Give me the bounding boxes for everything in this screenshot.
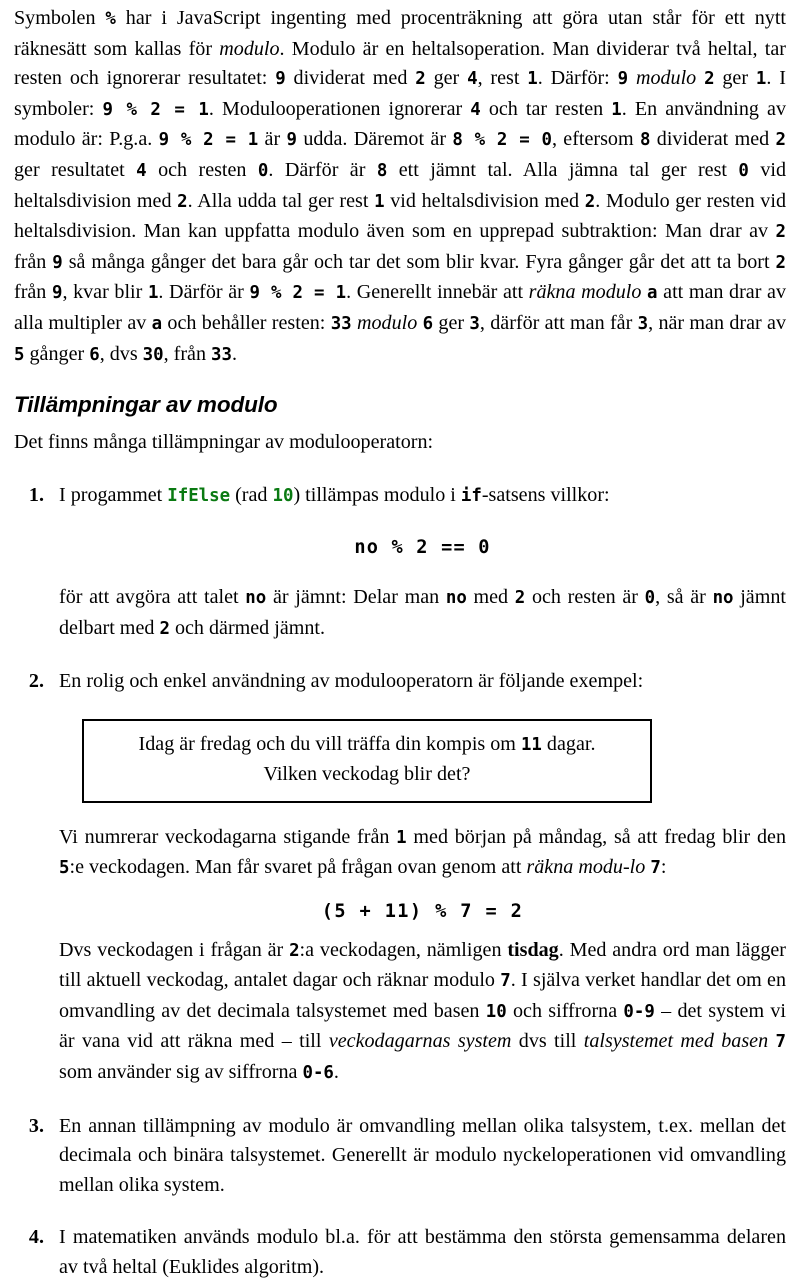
formula-modulo-even: no % 2 == 0: [354, 537, 491, 559]
inline-code-4b: 4: [470, 99, 481, 120]
applications-list-continued: [14, 823, 786, 1283]
inline-code-2: 2: [415, 69, 426, 90]
inline-code-1c: 1: [611, 99, 622, 120]
code-no-2: no: [445, 587, 467, 608]
code-7: 7: [650, 858, 661, 879]
text-fragment: dividerat med: [650, 128, 776, 151]
inline-code-9b: 9: [617, 69, 629, 90]
text-fragment: . Därför:: [537, 67, 618, 90]
list-item-3: [14, 1112, 786, 1201]
text-fragment: ger: [714, 67, 756, 90]
inline-code-9c: 9: [286, 130, 297, 151]
text-fragment: jämnt delbart med: [59, 585, 786, 639]
text-fragment: , kvar blir: [62, 281, 148, 304]
italic-modulo-3: modulo: [356, 311, 418, 334]
item1-paragraph-1: [59, 481, 786, 512]
list-item-2: [14, 667, 786, 697]
text-fragment: . I själva verket handlar det om en omvandling av det decimala talsystemet med basen: [59, 969, 786, 1022]
text-fragment: och därmed jämnt.: [169, 616, 326, 639]
inline-code-3b: 3: [637, 313, 649, 334]
code-2-result: 2: [289, 940, 300, 961]
text-fragment: vid heltalsdivision med: [384, 189, 585, 212]
text-fragment: vid heltalsdivision med: [14, 158, 787, 212]
italic-rakna-modulo-7: räkna modu-lo: [526, 856, 646, 879]
text-fragment: Idag är fredag och du vill träffa din kompis om: [138, 732, 521, 755]
text-fragment: . I symboler:: [14, 67, 786, 120]
inline-code-1e: 1: [147, 283, 159, 304]
code-digits-0-9: 0-9: [623, 1001, 655, 1022]
text-fragment: med: [466, 585, 515, 608]
code-ifelse: IfElse: [167, 485, 231, 506]
text-fragment: och siffrorna: [506, 999, 624, 1022]
text-fragment: är: [258, 128, 287, 151]
text-fragment: . Generellt innebär att: [346, 281, 529, 304]
text-fragment: ger: [433, 311, 470, 334]
text-fragment: att man drar av alla multipler av: [14, 281, 786, 334]
text-fragment: . Modulo ger resten vid heltalsdivision. Man kan uppfatta modulo även som en upprepad subtraktion: Man drar av: [14, 189, 786, 243]
text-fragment: , från: [163, 342, 212, 365]
italic-modulo-2: modulo: [635, 67, 697, 90]
list-item-1: [14, 481, 786, 644]
section-heading: Tillämpningar av modulo: [14, 392, 278, 418]
text-fragment: ger: [425, 67, 468, 90]
list-item-number: 1.: [28, 483, 44, 506]
bold-tisdag: tisdag: [507, 938, 559, 961]
applications-list: [14, 481, 786, 697]
list-item-4: [14, 1223, 786, 1282]
text-fragment: som använder sig av siffrorna: [59, 1061, 303, 1084]
text-fragment: , rest: [477, 67, 528, 90]
inline-code-5: 5: [14, 344, 25, 365]
inline-code-9: 9: [275, 69, 286, 90]
text-fragment: .: [232, 342, 238, 365]
item2-paragraph-2: [59, 823, 786, 884]
code-7-b: 7: [500, 971, 511, 992]
code-if-keyword: if: [460, 485, 482, 506]
inline-code-2f: 2: [775, 222, 786, 243]
inline-expression-2: 9 % 2 = 1: [158, 130, 259, 151]
list-item-body: [59, 1112, 786, 1201]
text-fragment: . En användning av modulo är: P.g.a.: [14, 97, 786, 151]
text-fragment: så många gånger det bara går och tar det som blir kvar. Fyra gånger går det att ta bort: [62, 250, 776, 273]
text-fragment: och tar resten: [480, 97, 612, 120]
text-fragment: och resten: [146, 158, 258, 181]
text-fragment: :: [660, 856, 667, 879]
list-item-body: [59, 1223, 786, 1282]
italic-modulo: modulo: [219, 37, 280, 60]
text-fragment: ett jämnt tal. Alla jämna tal ger rest: [387, 158, 739, 181]
inline-code-9d: 9: [52, 252, 63, 273]
inline-code-percent: %: [105, 9, 116, 29]
text-fragment: gånger: [24, 342, 90, 365]
text-fragment: -satsens villkor:: [481, 483, 610, 506]
inline-code-2e: 2: [584, 191, 596, 212]
list-item-body: [59, 667, 786, 697]
code-line-number: 10: [272, 485, 294, 506]
text-fragment: udda. Däremot är: [296, 128, 453, 151]
callout-line-2: Vilken veckodag blir det?: [263, 763, 471, 786]
inline-code-8b: 8: [376, 160, 388, 181]
code-no-3: no: [712, 587, 734, 608]
inline-code-2d: 2: [177, 191, 188, 212]
text-fragment: ) tillämpas modulo i: [293, 483, 461, 506]
inline-code-30: 30: [142, 344, 164, 365]
text-fragment: , eftersom: [551, 128, 640, 151]
intro-paragraph: [14, 4, 786, 370]
list-item-number: 2.: [28, 670, 44, 693]
text-fragment: och behåller resten:: [162, 311, 331, 334]
text-fragment: , därför att man får: [479, 311, 638, 334]
inline-code-a2: a: [151, 313, 163, 334]
inline-code-4c: 4: [136, 160, 147, 181]
inline-code-3: 3: [469, 313, 480, 334]
inline-code-33b: 33: [211, 344, 232, 365]
text-fragment: . Modulo är en heltalsoperation. Man dividerar två heltal, tar resten och ignorerar resultatet:: [14, 37, 786, 90]
text-fragment: . Alla udda tal ger rest: [187, 189, 375, 212]
inline-code-1: 1: [527, 69, 538, 90]
code-1: 1: [396, 827, 407, 848]
text-fragment: . Därför är: [158, 281, 250, 304]
code-2-b: 2: [159, 618, 170, 639]
text-fragment: dvs till: [511, 1030, 584, 1053]
inline-code-2c: 2: [775, 130, 787, 151]
text-fragment: Symbolen: [14, 7, 106, 29]
callout-line-1: [94, 730, 640, 761]
text-fragment: . Med andra ord man lägger till aktuell veckodag, antalet dagar och räknar modulo: [59, 938, 786, 992]
text-fragment: :e veckodagen. Man får svaret på frågan ovan genom att: [69, 856, 527, 879]
inline-expression-3: 8 % 2 = 0: [452, 130, 552, 151]
list-item-body: [59, 823, 786, 1089]
text-fragment: . Därför är: [268, 158, 377, 181]
inline-code-9e: 9: [51, 283, 63, 304]
inline-code-6: 6: [422, 313, 434, 334]
text-fragment: är jämnt: Delar man: [266, 585, 446, 608]
question-callout-box: [82, 719, 652, 803]
code-2-a: 2: [514, 587, 526, 608]
item3-paragraph: En annan tillämpning av modulo är omvandling mellan olika talsystem, t.ex. mellan det decimala och binära talsystemet. Generellt är modulo nyckeloperationen vid omvandling mellan olika system.: [59, 1114, 786, 1196]
item2-paragraph-1: En rolig och enkel användning av modulooperatorn är följande exempel:: [59, 670, 644, 693]
text-fragment: och resten är: [525, 585, 645, 608]
inline-code-4: 4: [467, 69, 478, 90]
text-fragment: , dvs: [99, 342, 143, 365]
text-fragment: . Modulooperationen ignorerar: [208, 97, 471, 120]
code-10-base: 10: [485, 1001, 507, 1022]
inline-code-6b: 6: [89, 344, 100, 365]
item2-paragraph-3: [59, 936, 786, 1089]
text-fragment: Dvs veckodagen i frågan är: [59, 938, 290, 961]
text-fragment: har i JavaScript ingenting med procenträkning att göra utan står för ett nytt räknesätt som kallas för: [14, 7, 786, 60]
text-fragment: dagar.: [541, 732, 596, 755]
italic-talsystemet-basen: talsystemet med basen: [583, 1030, 769, 1053]
inline-code-0: 0: [257, 160, 269, 181]
text-fragment: I progammet: [59, 483, 168, 506]
text-fragment: för att avgöra att talet: [59, 585, 246, 608]
list-item-body: [59, 481, 786, 644]
inline-code-2g: 2: [775, 252, 786, 273]
list-item-number: 4.: [28, 1226, 44, 1249]
code-digits-0-6: 0-6: [302, 1063, 334, 1084]
inline-expression-1: 9 % 2 = 1: [102, 99, 209, 120]
text-fragment: från: [14, 250, 53, 273]
inline-code-33: 33: [330, 313, 352, 334]
text-fragment: (rad: [230, 483, 273, 506]
code-no-1: no: [245, 587, 267, 608]
text-fragment: med början på måndag, så att fredag blir den: [406, 825, 787, 848]
text-fragment: , så är: [655, 585, 713, 608]
lead-paragraph: Det finns många tillämpningar av modulooperatorn:: [14, 431, 434, 454]
text-fragment: Vi numrerar veckodagarna stigande från: [59, 825, 397, 848]
inline-code-0b: 0: [738, 160, 749, 181]
text-fragment: – det system vi är vana vid att räkna med – till: [59, 999, 787, 1053]
inline-expression-4: 9 % 2 = 1: [249, 283, 347, 304]
inline-code-1d: 1: [374, 191, 385, 212]
inline-code-a: a: [647, 283, 658, 304]
text-fragment: .: [333, 1061, 339, 1084]
code-11-days: 11: [520, 734, 542, 755]
list-item-number: 3.: [28, 1114, 44, 1137]
formula-weekday: (5 + 11) % 7 = 2: [321, 901, 524, 923]
code-5: 5: [59, 858, 70, 879]
list-item-2-continued: [14, 823, 786, 1089]
text-fragment: från: [14, 281, 52, 304]
text-fragment: :a veckodagen, nämligen: [299, 938, 508, 961]
item4-paragraph: I matematiken används modulo bl.a. för att bestämma den största gemensamma delaren av två heltal (Euklides algoritm).: [59, 1226, 786, 1278]
italic-veckodagarnas-system: veckodagarnas system: [328, 1030, 512, 1053]
text-fragment: dividerat med: [285, 67, 416, 90]
code-0: 0: [644, 587, 656, 608]
inline-code-8: 8: [639, 130, 651, 151]
item1-paragraph-2: [59, 583, 786, 644]
code-7-base: 7: [775, 1032, 786, 1053]
inline-code-1b: 1: [755, 69, 767, 90]
inline-code-2b: 2: [704, 69, 715, 90]
text-fragment: , när man drar av: [648, 311, 786, 334]
italic-rakna-modulo: räkna modulo: [528, 281, 642, 304]
text-fragment: ger resultatet: [14, 158, 137, 181]
